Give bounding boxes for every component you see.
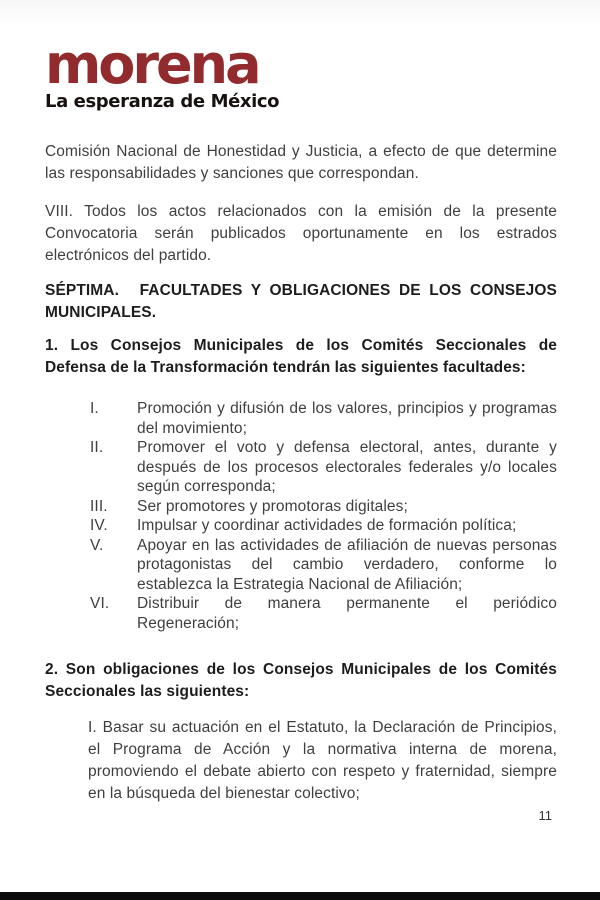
section-heading-septima [45, 280, 557, 324]
list-item-numeral: VI. [90, 595, 110, 612]
list-item [90, 399, 557, 438]
list-item-numeral: IV. [90, 517, 108, 534]
paragraph-clause-viii: VIII. Todos los actos relacionados con la emisión de la presente Convocatoria serán publicados oportunamente en los estrados electrónicos del partido. [45, 203, 557, 264]
list-item [90, 594, 557, 633]
list-item-text: Distribuir de manera permanente el periódico Regeneración; [137, 595, 557, 632]
morena-wordmark: morena [45, 33, 259, 96]
list-item-text: Promover el voto y defensa electoral, antes, durante y después de los procesos electorales federales y/o locales según corresponda; [137, 439, 557, 495]
list-item [90, 497, 557, 517]
list-item-numeral: III. [90, 497, 108, 515]
list-item-text: Promoción y difusión de los valores, principios y programas del movimiento; [137, 400, 557, 437]
list-item [90, 516, 557, 536]
list-item-text: Apoyar en las actividades de afiliación de nuevas personas protagonistas del cambio verdadero, conforme lo establezca la Estrategia Nacional de Afiliación; [137, 536, 557, 593]
obligations-paragraph: I. Basar su actuación en el Estatuto, la Declaración de Principios, el Programa de Acción y la normativa interna de morena, promoviendo el debate abierto con respeto y fraternidad, siempre en la búsqueda del bienestar colectivo; [88, 719, 557, 802]
list-item [90, 536, 557, 595]
faculties-list [90, 399, 557, 633]
document-content [45, 0, 557, 805]
faculties-heading: 1. Los Consejos Municipales de los Comités Seccionales de Defensa de la Transformación tendrán las siguientes facultades: [45, 337, 557, 376]
paragraph-commission: Comisión Nacional de Honestidad y Justicia, a efecto de que determine las responsabilidades y sanciones que correspondan. [45, 143, 557, 182]
section-title: FACULTADES Y OBLIGACIONES DE LOS CONSEJOS MUNICIPALES. [45, 282, 557, 321]
bottom-edge-bar [0, 892, 600, 900]
page-number: 11 [538, 808, 552, 823]
list-item-text: Impulsar y coordinar actividades de formación política; [137, 517, 517, 534]
morena-logo [45, 33, 557, 113]
obligations-heading: 2. Son obligaciones de los Consejos Municipales de los Comités Seccionales las siguientes: [45, 661, 557, 700]
list-item-numeral: V. [90, 536, 104, 554]
morena-tagline: La esperanza de México [45, 91, 280, 112]
list-item [90, 438, 557, 497]
section-label: SÉPTIMA. [45, 282, 120, 299]
list-item-numeral: I. [90, 400, 99, 417]
list-item-text: Ser promotores y promotoras digitales; [137, 497, 408, 515]
list-item-numeral: II. [90, 439, 104, 456]
